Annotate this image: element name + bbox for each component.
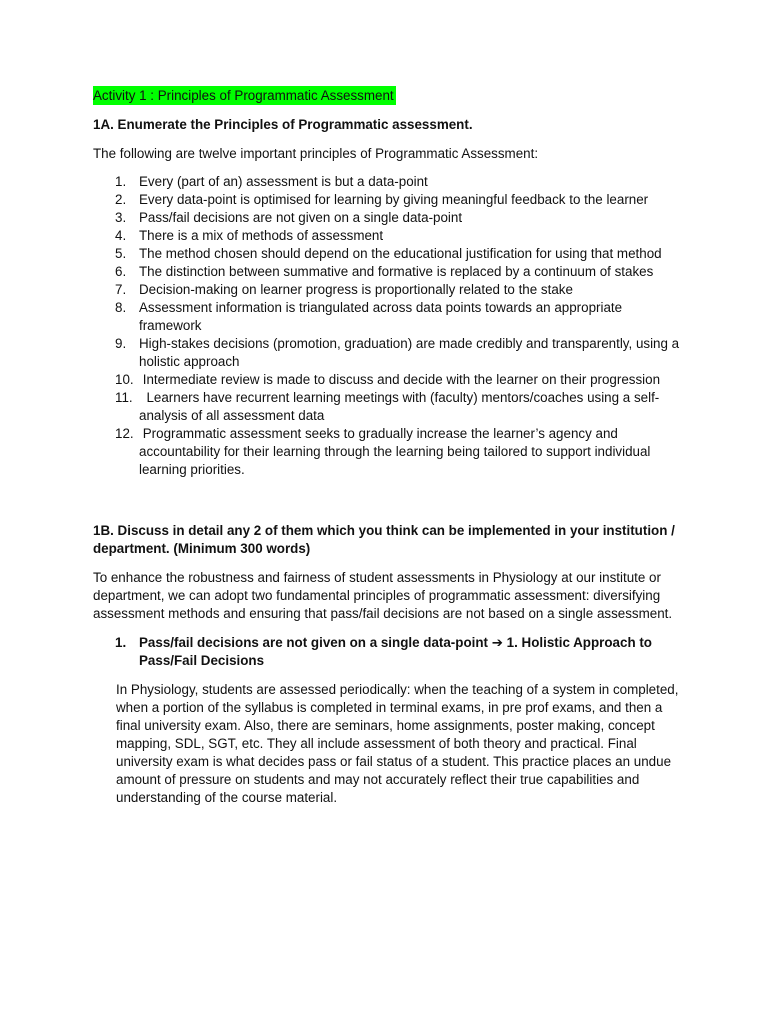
list-item-text: Programmatic assessment seeks to gradually increase the learner’s agency and accountability for their learning through the learning being tailored to support individual learning priorities. xyxy=(139,426,655,477)
list-item xyxy=(93,425,683,479)
list-item xyxy=(93,263,683,281)
list-item xyxy=(93,173,683,191)
list-item-number: 11. xyxy=(115,390,133,405)
point-1-title-part2: 1. Holistic Approach to Pass/Fail Decisions xyxy=(139,635,656,668)
list-item xyxy=(93,299,683,335)
list-item-number: 10. xyxy=(115,372,134,387)
list-item-text: Pass/fail decisions are not given on a single data-point xyxy=(139,210,463,225)
section-spacer xyxy=(93,479,683,522)
list-item-text: Assessment information is triangulated across data points towards an appropriate framework xyxy=(139,300,623,333)
list-item-number: 3. xyxy=(115,210,127,225)
list-item-number: 1. xyxy=(115,174,127,189)
point-1-heading xyxy=(93,634,683,670)
list-item xyxy=(93,371,683,389)
list-item xyxy=(93,281,683,299)
list-item-text: The distinction between summative and formative is replaced by a continuum of stakes xyxy=(139,264,654,279)
list-item-text: High-stakes decisions (promotion, graduation) are made credibly and transparently, using a holistic approach xyxy=(139,336,680,369)
section-1b-intro: To enhance the robustness and fairness of student assessments in Physiology at our institute or department, we can adopt two fundamental principles of programmatic assessment: diversifying assessment methods and ensuring that pass/fail decisions are not based on a single assessment. xyxy=(93,570,673,621)
list-item-text: There is a mix of methods of assessment xyxy=(139,228,384,243)
activity-title-line xyxy=(93,86,683,105)
list-item-text: Learners have recurrent learning meetings with (faculty) mentors/coaches using a self-analysis of all assessment data xyxy=(139,390,660,423)
principles-list xyxy=(93,173,683,479)
list-item xyxy=(93,245,683,263)
list-item-text: Every data-point is optimised for learning by giving meaningful feedback to the learner xyxy=(139,192,649,207)
list-item-number: 4. xyxy=(115,228,127,243)
list-item xyxy=(93,389,683,425)
list-item xyxy=(93,191,683,209)
list-item xyxy=(93,209,683,227)
list-item-text: The method chosen should depend on the educational justification for using that method xyxy=(139,246,662,261)
list-item-text: Intermediate review is made to discuss and decide with the learner on their progression xyxy=(139,372,661,387)
list-item xyxy=(93,227,683,245)
list-item-number: 7. xyxy=(115,282,127,297)
list-item-number: 9. xyxy=(115,336,127,351)
list-item-number: 12. xyxy=(115,426,134,441)
list-item-number: 6. xyxy=(115,264,127,279)
list-item-number: 5. xyxy=(115,246,127,261)
list-item-number: 2. xyxy=(115,192,127,207)
section-1a-intro: The following are twelve important principles of Programmatic Assessment: xyxy=(93,146,539,161)
section-1b-heading: 1B. Discuss in detail any 2 of them which you think can be implemented in your institution / department. (Minimum 300 words) xyxy=(93,523,675,556)
point-1-title-part1: Pass/fail decisions are not given on a single data-point xyxy=(139,635,492,650)
list-item xyxy=(93,335,683,371)
section-1a-heading: 1A. Enumerate the Principles of Programmatic assessment. xyxy=(93,117,473,132)
list-item-text: Every (part of an) assessment is but a data-point xyxy=(139,174,428,189)
point-1-body: In Physiology, students are assessed periodically: when the teaching of a system in completed, when a portion of the syllabus is completed in terminal exams, in pre prof exams, and then a final university exam. Also, there are seminars, home assignments, poster making, concept mapping, SDL, SGT, etc. They all include assessment of both theory and practical. Final university exam is what decides pass or fail status of a student. This practice places an undue amount of pressure on students and may not accurately reflect their true capabilities and understanding of the course material. xyxy=(116,682,679,805)
activity-title: Activity 1 : Principles of Programmatic Assessment xyxy=(93,88,394,103)
point-1-number: 1. xyxy=(115,635,127,650)
document-page xyxy=(93,86,683,807)
arrow-right-icon: ➔ xyxy=(491,635,503,650)
list-item-text: Decision-making on learner progress is proportionally related to the stake xyxy=(139,282,573,297)
list-item-number: 8. xyxy=(115,300,127,315)
